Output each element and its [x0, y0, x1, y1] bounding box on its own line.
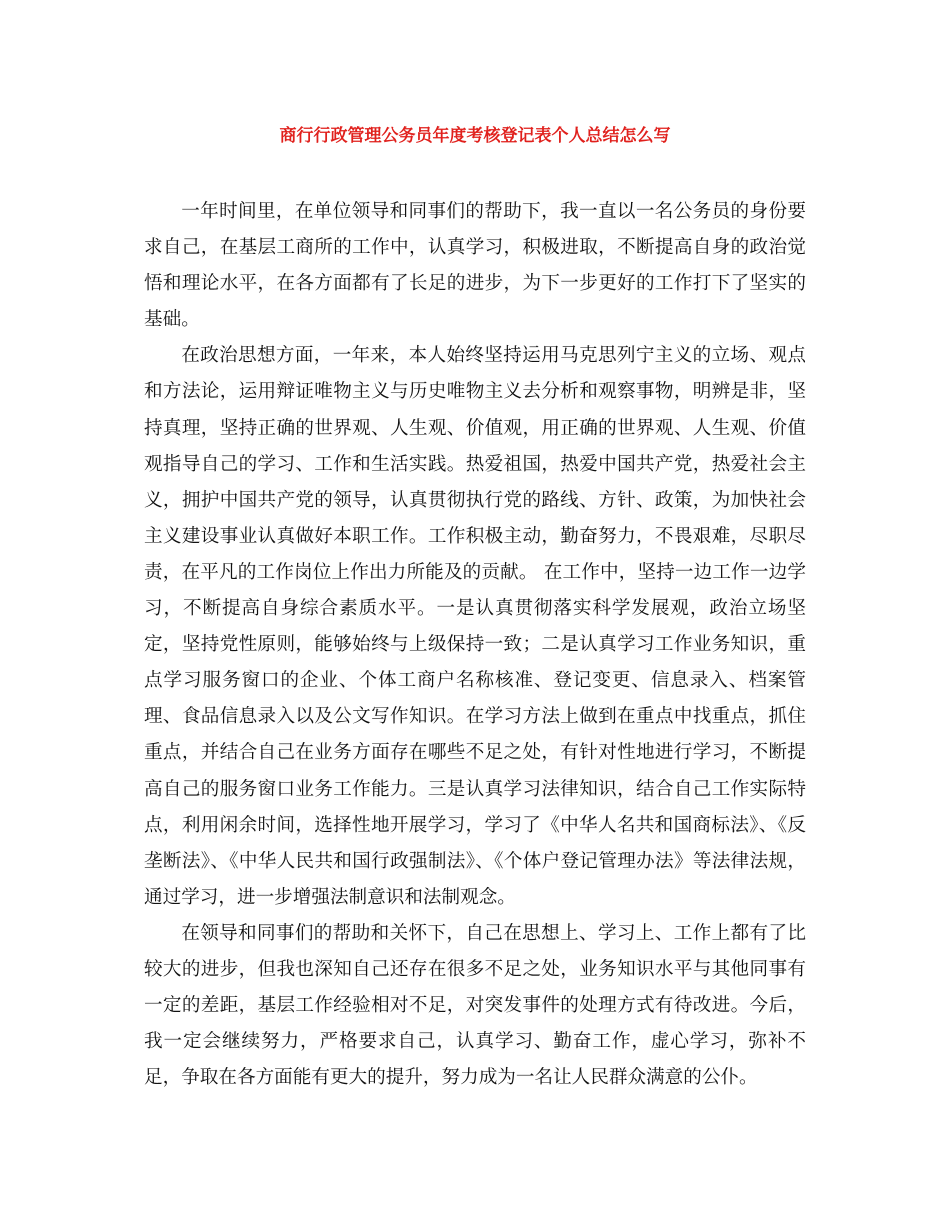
document-body: [144, 194, 806, 1096]
paragraph-political-and-work: 在政治思想方面，一年来，本人始终坚持运用马克思列宁主义的立场、观点和方法论，运用辩证唯物主义与历史唯物主义去分析和观察事物，明辨是非，坚持真理，坚持正确的世界观、人生观、价值观，用正确的世界观、人生观、价值观指导自己的学习、工作和生活实践。热爱祖国，热爱中国共产党，热爱社会主义，拥护中国共产党的领导，认真贯彻执行党的路线、方针、政策，为加快社会主义建设事业认真做好本职工作。工作积极主动，勤奋努力，不畏艰难，尽职尽责，在平凡的工作岗位上作出力所能及的贡献。 在工作中，坚持一边工作一边学习，不断提高自身综合素质水平。一是认真贯彻落实科学发展观，政治立场坚定，坚持党性原则，能够始终与上级保持一致；二是认真学习工作业务知识，重点学习服务窗口的企业、个体工商户名称核准、登记变更、信息录入、档案管理、食品信息录入以及公文写作知识。在学习方法上做到在重点中找重点，抓住重点，并结合自己在业务方面存在哪些不足之处，有针对性地进行学习，不断提高自己的服务窗口业务工作能力。三是认真学习法律知识，结合自己工作实际特点，利用闲余时间，选择性地开展学习，学习了《中华人名共和国商标法》、《反垄断法》、《中华人民共和国行政强制法》、《个体户登记管理办法》等法律法规，通过学习，进一步增强法制意识和法制观念。: [144, 345, 806, 908]
document-title: 商行行政管理公务员年度考核登记表个人总结怎么写: [279, 126, 671, 146]
paragraph-conclusion: 在领导和同事们的帮助和关怀下，自己在思想上、学习上、工作上都有了比较大的进步，但我也深知自己还存在很多不足之处，业务知识水平与其他同事有一定的差距，基层工作经验相对不足，对突发事件的处理方式有待改进。今后，我一定会继续努力，严格要求自己，认真学习、勤奋工作，虚心学习，弥补不足，争取在各方面能有更大的提升，努力成为一名让人民群众满意的公仆。: [144, 922, 806, 1089]
paragraph-intro: 一年时间里，在单位领导和同事们的帮助下，我一直以一名公务员的身份要求自己，在基层工商所的工作中，认真学习，积极进取，不断提高自身的政治觉悟和理论水平，在各方面都有了长足的进步，为下一步更好的工作打下了坚实的基础。: [144, 201, 806, 331]
